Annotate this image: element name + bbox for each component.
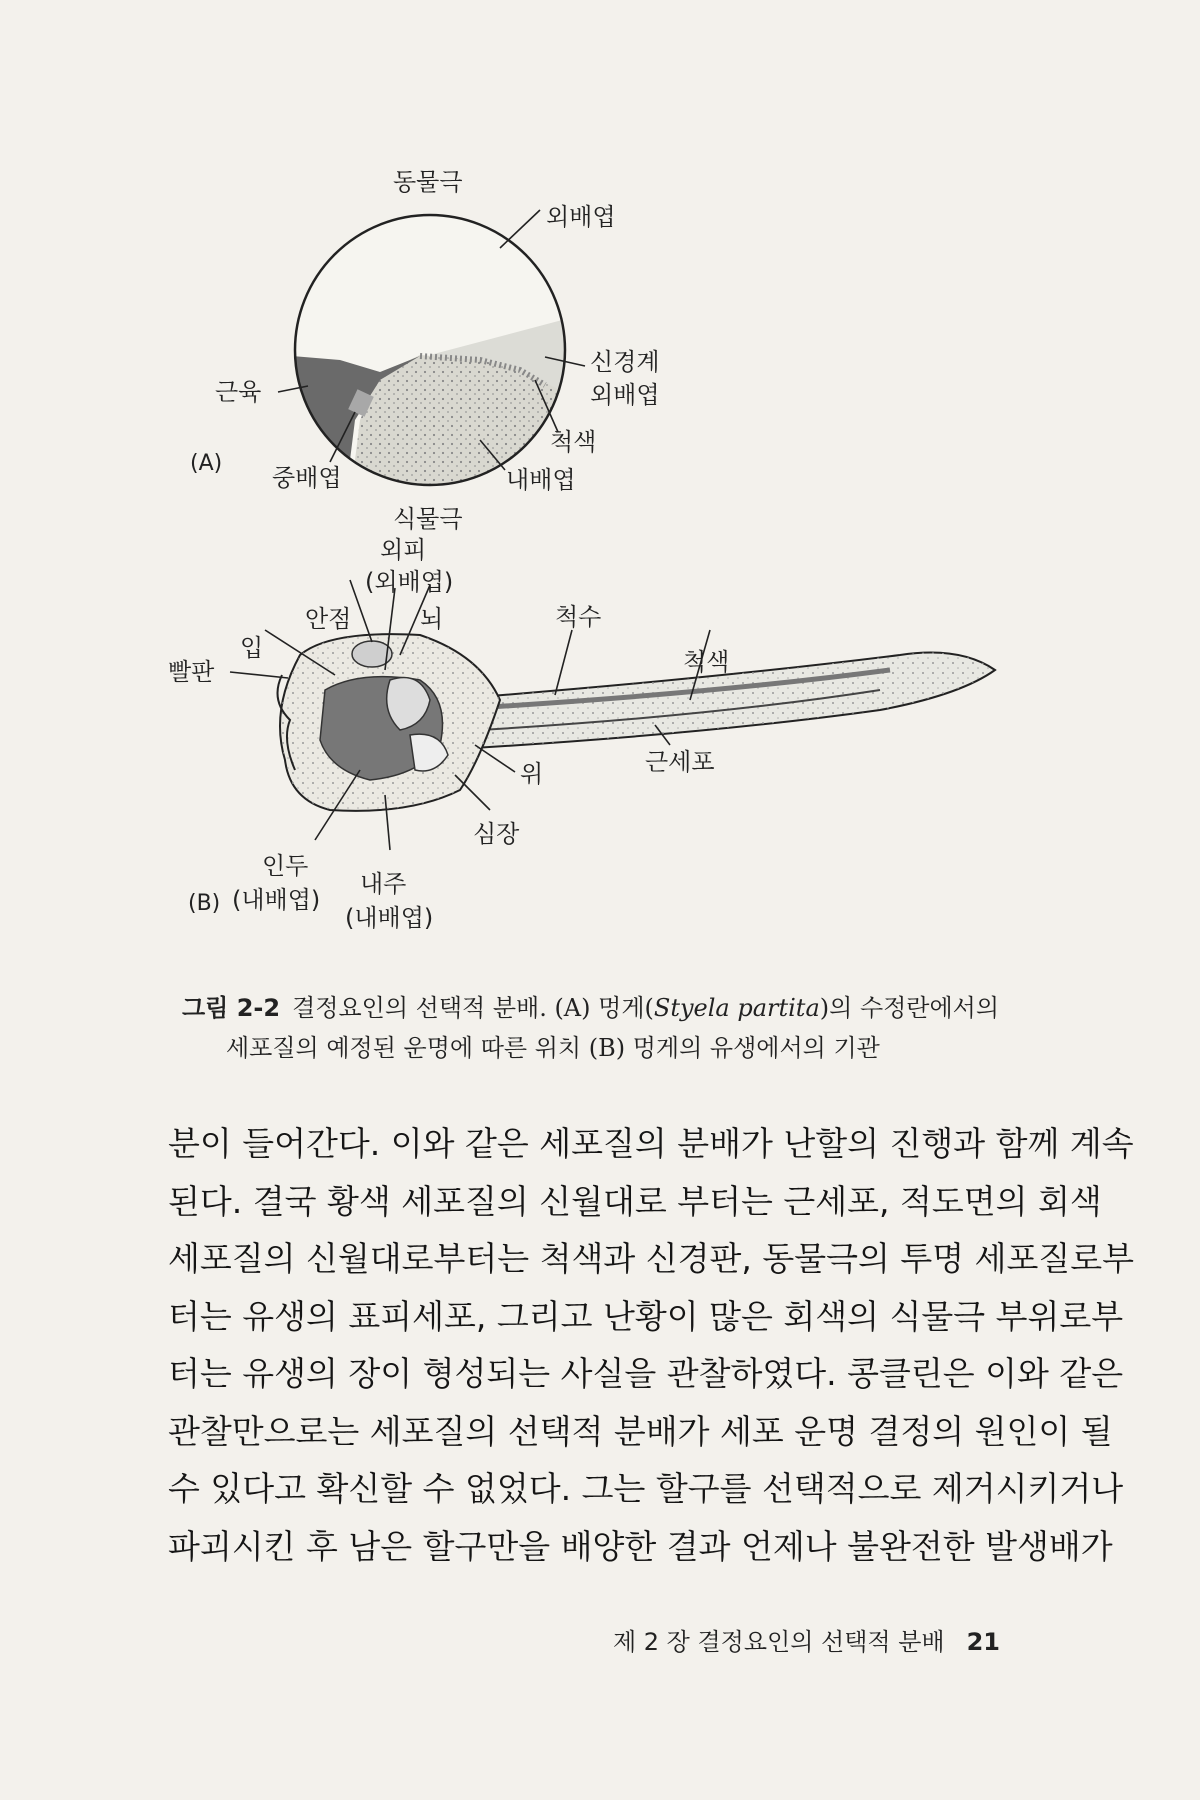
body-paragraph — [168, 1115, 1135, 1575]
label-pharynx-1: 인두 — [262, 852, 309, 880]
label-stomach: 위 — [520, 760, 544, 788]
figure-a-egg-diagram — [0, 0, 1200, 560]
caption-number: 그림 2-2 — [182, 994, 281, 1022]
label-endostyle-1: 내주 — [360, 870, 407, 898]
body-line: 파괴시킨 후 남은 할구만을 배양한 결과 언제나 불완전한 발생배가 — [168, 1526, 1113, 1566]
label-neural-ectoderm-2: 외배엽 — [590, 381, 660, 409]
larva-body — [278, 634, 996, 811]
label-vegetal-pole: 식물극 — [393, 505, 463, 533]
label-endostyle-2: (내배엽) — [345, 904, 434, 932]
label-notochord-b: 척색 — [683, 648, 730, 676]
page-footer — [613, 1622, 1000, 1657]
label-brain: 뇌 — [420, 605, 444, 633]
label-notochord-a: 척색 — [550, 428, 597, 456]
label-muscle-cells: 근세포 — [645, 748, 715, 776]
caption-line1-post: )의 수정란에서의 — [819, 994, 1000, 1022]
label-eyespot: 안점 — [305, 605, 352, 633]
body-line: 된다. 결국 황색 세포질의 신월대로 부터는 근세포, 적도면의 회색 — [168, 1181, 1102, 1221]
body-line: 터는 유생의 장이 형성되는 사실을 관찰하였다. 콩클린은 이와 같은 — [168, 1354, 1124, 1393]
label-epidermis-2: (외배엽) — [365, 568, 454, 596]
running-chapter-title: 제 2 장 결정요인의 선택적 분배 — [612, 1628, 945, 1656]
label-adhesive-papilla: 빨판 — [168, 658, 215, 686]
label-mesoderm: 중배엽 — [272, 464, 342, 492]
figure-b-panel-label: (B) — [188, 891, 221, 916]
label-neural-ectoderm-1: 신경계 — [590, 348, 660, 376]
label-mouth: 입 — [240, 634, 264, 662]
figure-b-larva-diagram — [0, 536, 1200, 1000]
label-animal-pole: 동물극 — [393, 168, 463, 196]
label-muscle: 근육 — [215, 378, 262, 406]
body-line: 수 있다고 확신할 수 없었다. 그는 할구를 선택적으로 제거시키거나 — [168, 1469, 1124, 1508]
label-heart: 심장 — [473, 820, 520, 848]
label-pharynx-2: (내배엽) — [232, 886, 321, 914]
figure-a-panel-label: (A) — [190, 451, 223, 476]
page-number: 21 — [966, 1628, 1000, 1656]
body-line: 분이 들어간다. 이와 같은 세포질의 분배가 난할의 진행과 함께 계속 — [168, 1124, 1134, 1163]
caption-line1-pre: 결정요인의 선택적 분배. (A) 멍게( — [292, 994, 654, 1022]
label-epidermis-1: 외피 — [380, 536, 427, 564]
label-ectoderm: 외배엽 — [546, 203, 616, 231]
label-endoderm: 내배엽 — [506, 466, 576, 494]
egg-body — [280, 215, 600, 500]
figure-caption — [182, 988, 1032, 1068]
label-spinal-cord: 척수 — [555, 603, 602, 631]
caption-line2: 세포질의 예정된 운명에 따른 위치 (B) 멍게의 유생에서의 기관 — [226, 1034, 880, 1062]
body-line: 세포질의 신월대로부터는 척색과 신경판, 동물극의 투명 세포질로부 — [168, 1239, 1135, 1278]
caption-species: Styela partita — [653, 994, 820, 1022]
body-line: 터는 유생의 표피세포, 그리고 난황이 많은 회색의 식물극 부위로부 — [168, 1296, 1124, 1336]
body-line: 관찰만으로는 세포질의 선택적 분배가 세포 운명 결정의 원인이 될 — [168, 1411, 1113, 1451]
